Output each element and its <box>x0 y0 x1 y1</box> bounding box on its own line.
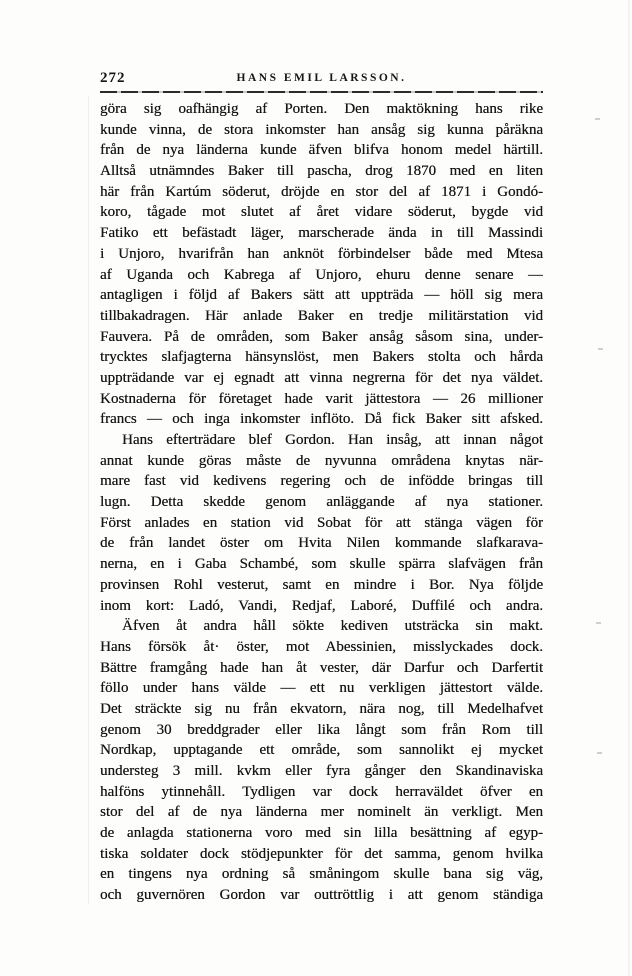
scan-artifact-dash <box>595 118 600 120</box>
running-head: HANS EMIL LARSSON. <box>236 72 407 84</box>
text-line: understeg 3 mill. kvkm eller fyra gånger den Skandinaviska <box>100 763 543 779</box>
text-line: de från landet öster om Hvita Nilen kommande slafkarava- <box>100 535 543 552</box>
text-line: Alltså utnämndes Baker till pascha, drog 1870 med en liten <box>100 163 543 180</box>
text-line: nerna, en i Gaba Schambé, som skulle spärra slafvägen från <box>100 556 543 573</box>
scan-artifact-right-edge <box>628 0 630 976</box>
text-line: Nordkap, upptagande ett område, som sannolikt ej mycket <box>100 742 543 759</box>
text-line: tillbakadragen. Här anlade Baker en tredje militärstation vid <box>100 307 543 324</box>
text-line: göra sig oafhängig af Porten. Den maktökning hans rike <box>100 101 543 117</box>
text-line: stor del af de nya länderna mer nominelt än verkligt. Men <box>100 804 543 821</box>
text-line: annat kunde göras måste de nyvunna områdena knytas när- <box>100 452 543 469</box>
text-line: Fauvera. På de områden, som Baker ansåg såsom sina, under- <box>100 328 543 345</box>
text-block <box>100 70 543 906</box>
page-number: 272 <box>100 70 126 86</box>
scan-artifact-left-line <box>88 96 89 904</box>
scan-artifact-dash <box>596 622 601 624</box>
text-line: halföns ytinnehåll. Tydligen var dock herraväldet öfver en <box>100 783 543 800</box>
text-line: lugn. Detta skedde genom anläggande af nya stationer. <box>100 494 543 511</box>
text-line: inom kort: Ladó, Vandi, Redjaf, Laboré, Duffilé och andra. <box>100 597 543 614</box>
text-line: Bättre framgång hade han åt vester, där Darfur och Darfertit <box>100 659 543 676</box>
text-line: i Unjoro, hvarifrån han anknöt förbindelser både med Mtesa <box>100 245 543 262</box>
paragraph <box>100 99 543 430</box>
scan-artifact-dash <box>598 348 603 350</box>
text-line: af Uganda och Kabrega af Unjoro, ehuru denne senare — <box>100 266 543 283</box>
text-line: Äfven åt andra håll sökte kediven utsträcka sin makt. <box>122 618 543 635</box>
text-line: Det sträckte sig nu från ekvatorn, nära nog, till Medelhafvet <box>100 700 543 717</box>
text-line: kunde vinna, de stora inkomster han ansåg sig kunna påräkna <box>100 121 543 138</box>
text-line: från de nya länderna kunde äfven blifva honom medel härtill. <box>100 142 543 159</box>
text-line: Hans efterträdare blef Gordon. Han insåg, att innan något <box>122 432 543 448</box>
text-line: provinsen Rohl vesterut, samt en mindre i Bor. Nya följde <box>100 576 543 593</box>
text-line: genom 30 breddgrader eller lika långt som från Rom till <box>100 721 543 738</box>
text-line: här från Kartúm söderut, dröjde en stor del af 1871 i Gondó- <box>100 183 543 200</box>
paragraph <box>100 616 543 906</box>
text-line: Kostnaderna för företaget hade varit jättestora — 26 millioner <box>100 390 543 407</box>
text-line: och guvernören Gordon var outtröttlig i att genom ständiga <box>100 887 543 904</box>
text-line: mare fast vid kedivens regering och de infödde bringas till <box>100 473 543 490</box>
page-header <box>100 70 543 86</box>
body-text <box>100 99 543 906</box>
text-line: Hans försök åt· öster, mot Abessinien, misslyckades dock. <box>100 638 543 655</box>
text-line: tiska soldater dock stödjepunkter för det samma, genom hvilka <box>100 845 543 862</box>
text-line: Fatiko ett befästadt läger, marscherade ända in till Massindi <box>100 225 543 242</box>
text-line: föllo under hans välde — ett nu verkligen jättestort välde. <box>100 680 543 697</box>
text-line: antagligen i följd af Bakers sätt att uppträda — höll sig mera <box>100 287 543 304</box>
text-line: trycktes slafjagterna hänsynslöst, men Bakers stolta och hårda <box>100 349 543 366</box>
text-line: Först anlades en station vid Sobat för att stänga vägen för <box>100 514 543 531</box>
text-line: de anlagda stationerna voro med sin lilla besättning af egyp- <box>100 825 543 842</box>
text-line: uppträdande var ej egnadt att vinna negrerna för det nya väldet. <box>100 369 543 386</box>
scan-artifact-dash <box>597 752 602 754</box>
text-line: koro, tågade mot slutet af året vidare söderut, bygde vid <box>100 204 543 221</box>
text-line: francs — och inga inkomster inflöto. Då fick Baker sitt afsked. <box>100 411 543 428</box>
header-rule <box>100 91 543 93</box>
paragraph <box>100 430 543 616</box>
text-line: en tingens nya ordning så småningom skulle bana sig väg, <box>100 866 543 883</box>
